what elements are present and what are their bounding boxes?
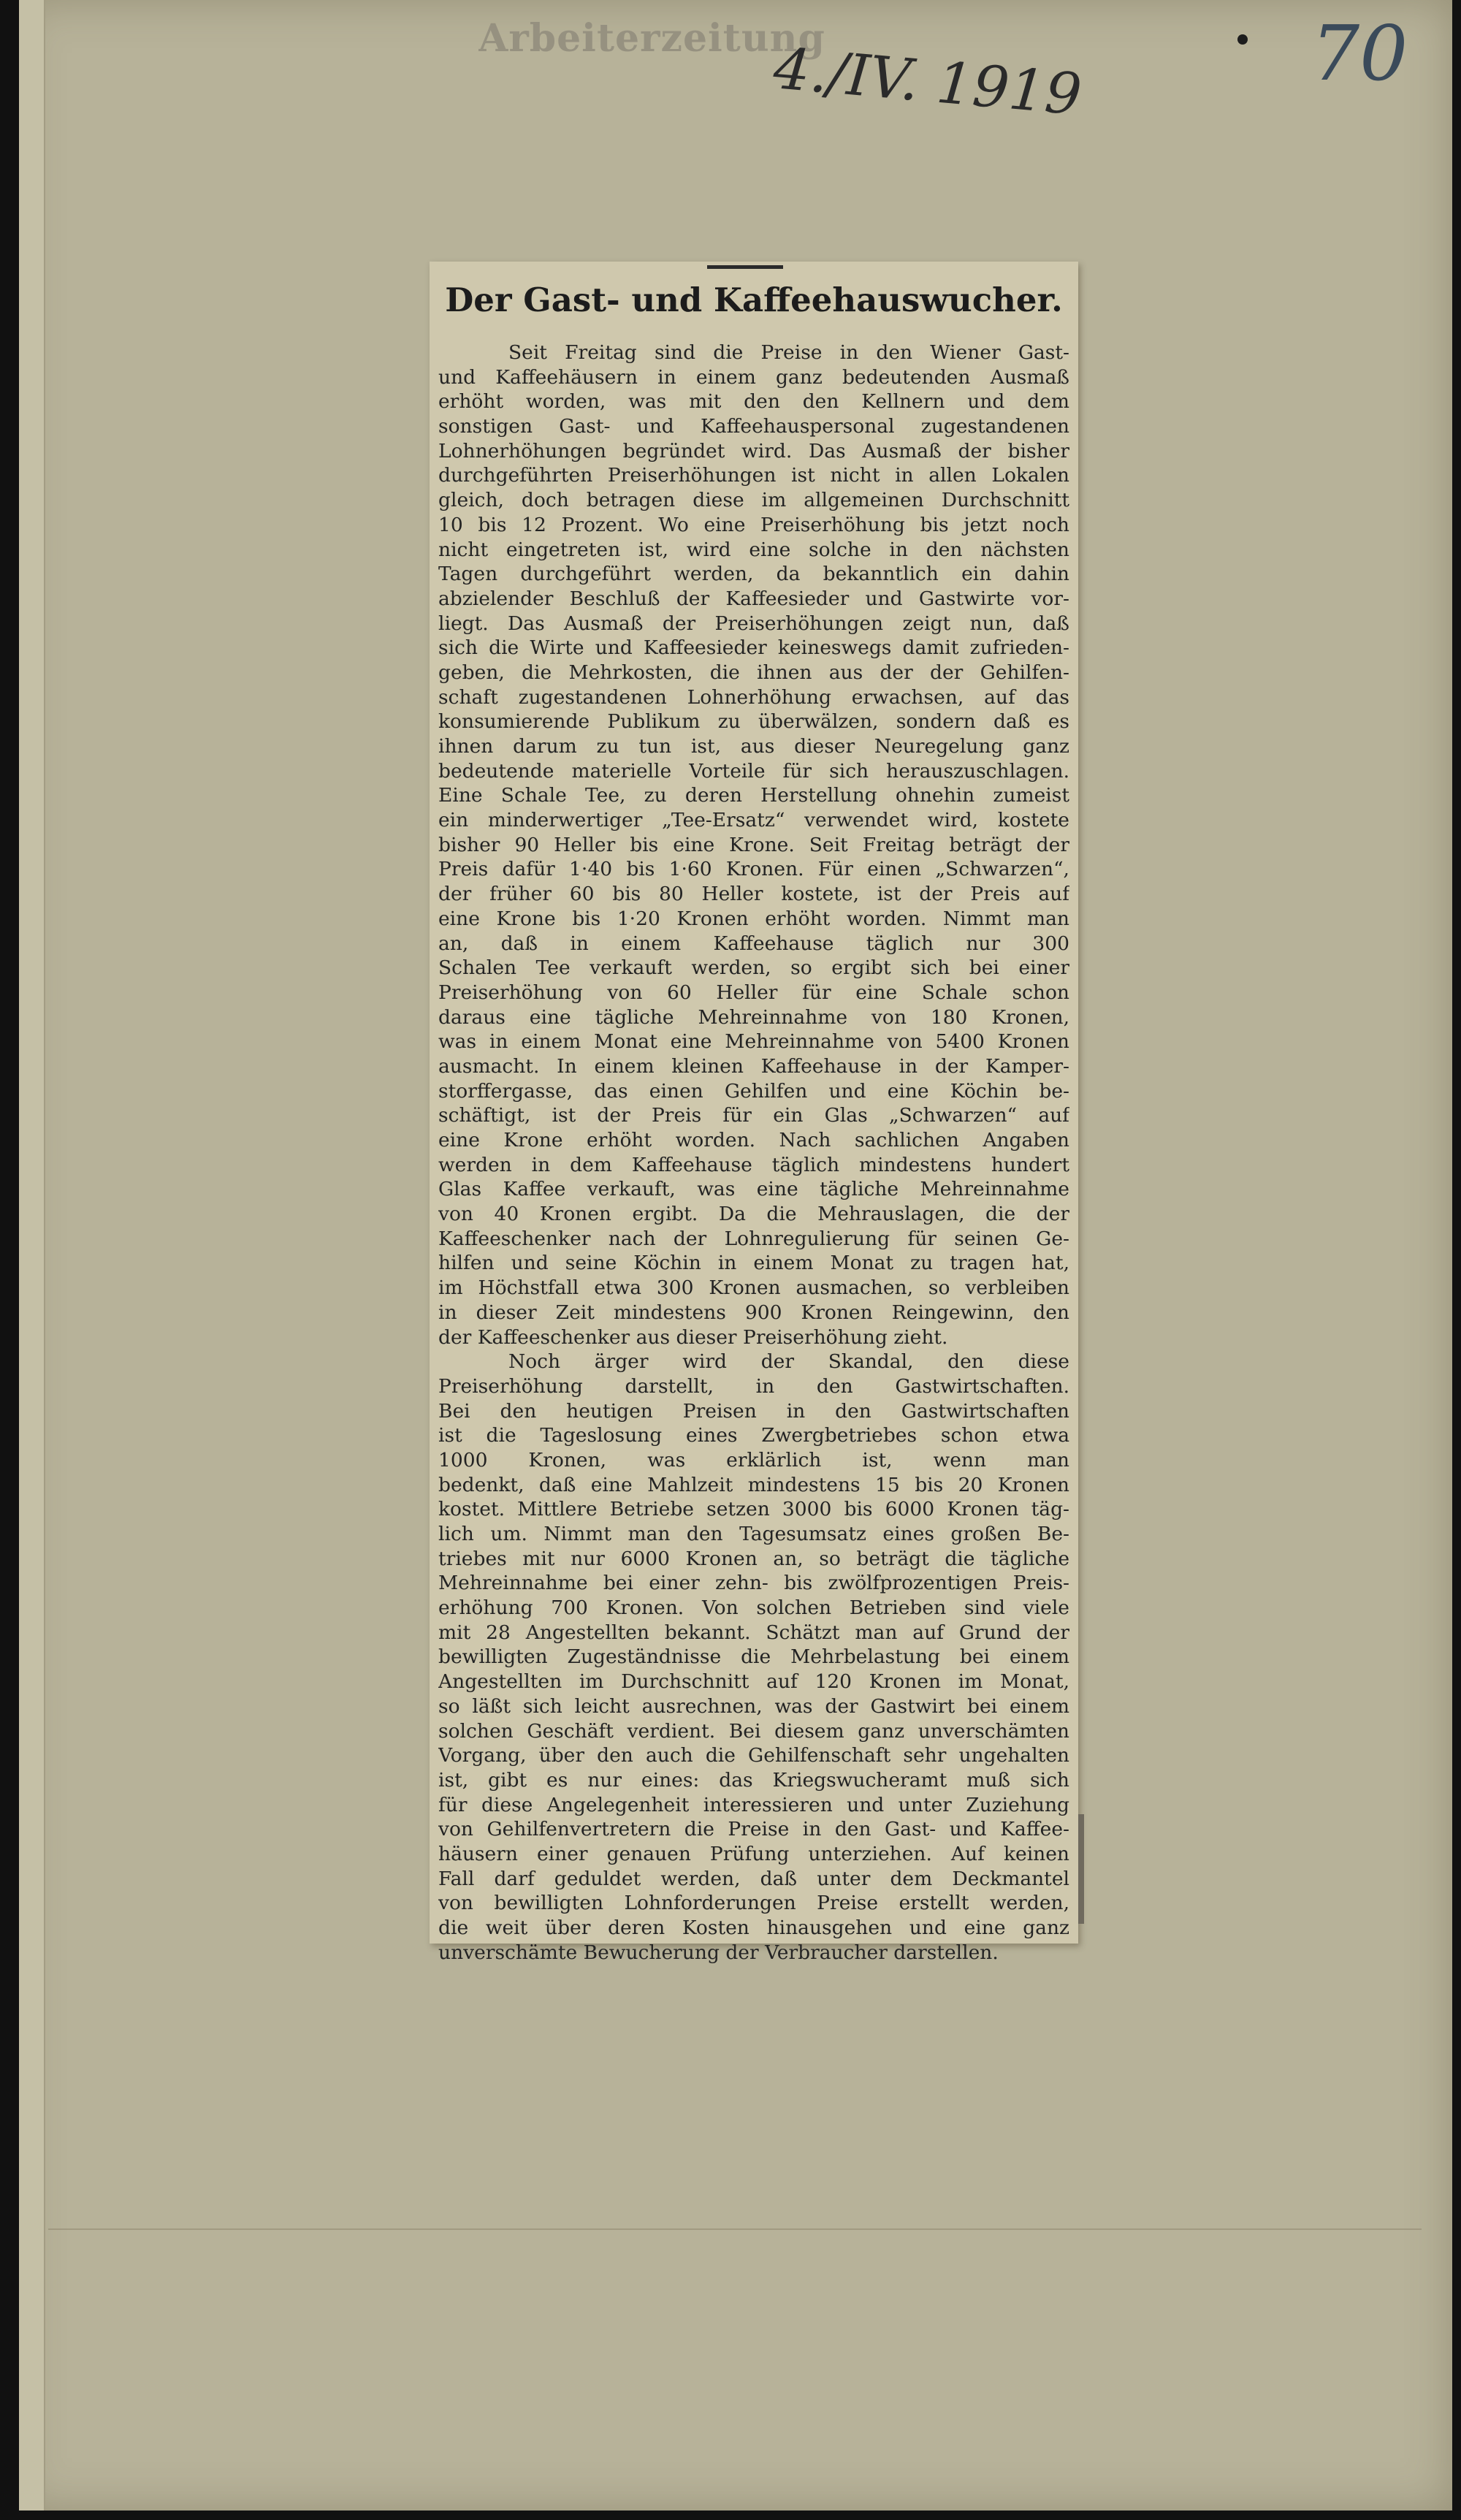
article-line: Kaffeeschenker nach der Lohnregulierung für seinen Ge-: [438, 1227, 1069, 1250]
article-line: geben, die Mehrkosten, die ihnen aus der der Gehilfen-: [438, 661, 1069, 684]
newspaper-stamp: Arbeiterzeitung: [478, 16, 825, 61]
article-line: der Kaffeeschenker aus dieser Preiserhöhung zieht.: [438, 1325, 948, 1349]
article-line: für diese Angelegenheit interessieren und unter Zuziehung: [438, 1793, 1069, 1816]
article-line: die weit über deren Kosten hinausgehen und eine ganz: [438, 1916, 1069, 1939]
archive-number: 70: [1311, 9, 1408, 98]
article-line: Angestellten im Durchschnitt auf 120 Kronen im Monat,: [438, 1670, 1069, 1694]
article-line: ist, gibt es nur eines: das Kriegswucheramt muß sich: [438, 1768, 1069, 1792]
article-line: ausmacht. In einem kleinen Kaffeehause in der Kamper-: [438, 1054, 1069, 1078]
article-line: von 40 Kronen ergibt. Da die Mehrauslagen, die der: [438, 1203, 1069, 1226]
article-line: konsumierende Publikum zu überwälzen, sondern daß es: [438, 710, 1069, 734]
article-line: bedenkt, daß eine Mahlzeit mindestens 15 bis 20 Kronen: [438, 1473, 1069, 1496]
article-line: häusern einer genauen Prüfung unterziehen. Auf keinen: [438, 1842, 1069, 1865]
article-headline: Der Gast- und Kaffeehauswucher.: [445, 281, 1063, 319]
article-line: Tagen durchgeführt werden, da bekanntlich ein dahin: [438, 563, 1069, 586]
article-line: ein minderwertiger „Tee-Ersatz“ verwendet wird, kostete: [438, 809, 1069, 832]
article-line: daraus eine tägliche Mehreinnahme von 180 Kronen,: [438, 1005, 1069, 1029]
article-line: von Gehilfenvertretern die Preise in den Gast- und Kaffee-: [438, 1818, 1069, 1841]
article-line: Bei den heutigen Preisen in den Gastwirtschaften: [438, 1399, 1069, 1423]
article-line: durchgeführten Preiserhöhungen ist nicht in allen Lokalen: [438, 464, 1069, 487]
article-line: Lohnerhöhungen begründet wird. Das Ausmaß der bisher: [438, 439, 1069, 462]
article-line: triebes mit nur 6000 Kronen an, so beträgt die tägliche: [438, 1547, 1069, 1570]
article-line: Fall darf geduldet werden, daß unter dem Deckmantel: [438, 1867, 1069, 1890]
headline-rule: [707, 265, 783, 269]
article-line: was in einem Monat eine Mehreinnahme von 5400 Kronen: [438, 1030, 1069, 1054]
article-line: erhöhung 700 Kronen. Von solchen Betrieben sind viele: [438, 1596, 1069, 1620]
article-line: eine Krone erhöht worden. Nach sachlichen Angaben: [438, 1129, 1069, 1151]
article-line: ihnen darum zu tun ist, aus dieser Neuregelung ganz: [438, 735, 1069, 758]
article-line: kostet. Mittlere Betriebe setzen 3000 bis 6000 Kronen täg-: [438, 1498, 1069, 1521]
article-line: 10 bis 12 Prozent. Wo eine Preiserhöhung bis jetzt noch: [438, 513, 1069, 536]
article-line: Preis dafür 1·40 bis 1·60 Kronen. Für einen „Schwarzen“,: [438, 858, 1069, 881]
handwritten-date: 4./IV. 1919: [771, 36, 1085, 129]
article-line: nicht eingetreten ist, wird eine solche in den nächsten: [438, 538, 1069, 561]
article-line: hilfen und seine Köchin in einem Monat zu tragen hat,: [438, 1252, 1069, 1275]
article-line: in dieser Zeit mindestens 900 Kronen Reingewinn, den: [438, 1301, 1069, 1324]
article-line: Preiserhöhung darstellt, in den Gastwirtschaften.: [438, 1374, 1069, 1398]
article-line: liegt. Das Ausmaß der Preiserhöhungen zeigt nun, daß: [438, 612, 1069, 635]
article-body: [438, 340, 1069, 1964]
article-line: und Kaffeehäusern in einem ganz bedeutenden Ausmaß: [438, 365, 1069, 389]
article-line: so läßt sich leicht ausrechnen, was der Gastwirt bei einem: [438, 1694, 1069, 1718]
article-line: bewilligten Zugeständnisse die Mehrbelastung bei einem: [438, 1645, 1069, 1669]
sheet-left-edge: [19, 0, 45, 2511]
article-line: sich die Wirte und Kaffeesieder keineswegs damit zufrieden-: [438, 636, 1069, 660]
article-line: lich um. Nimmt man den Tagesumsatz eines großen Be-: [438, 1523, 1069, 1545]
article-line: schäftigt, ist der Preis für ein Glas „Schwarzen“ auf: [438, 1104, 1069, 1127]
article-line: bisher 90 Heller bis eine Krone. Seit Freitag beträgt der: [438, 833, 1069, 856]
article-line: Mehreinnahme bei einer zehn- bis zwölfprozentigen Preis-: [438, 1572, 1069, 1595]
article-line: von bewilligten Lohnforderungen Preise erstellt werden,: [438, 1892, 1069, 1915]
article-line: Seit Freitag sind die Preise in den Wiener Gast-: [508, 341, 1069, 364]
article-line: im Höchstfall etwa 300 Kronen ausmachen, so verbleiben: [438, 1276, 1069, 1300]
article-line: storffergasse, das einen Gehilfen und eine Köchin be-: [438, 1079, 1069, 1103]
article-line: 1000 Kronen, was erklärlich ist, wenn man: [438, 1448, 1069, 1472]
clipping-shadow: [1078, 1814, 1084, 1924]
article-line: Vorgang, über den auch die Gehilfenschaft sehr ungehalten: [438, 1744, 1069, 1767]
article-line: Glas Kaffee verkauft, was eine tägliche Mehreinnahme: [438, 1178, 1069, 1201]
article-line: Schalen Tee verkauft werden, so ergibt sich bei einer: [438, 956, 1069, 980]
article-line: schaft zugestandenen Lohnerhöhung erwachsen, auf das: [438, 685, 1069, 709]
newspaper-clipping: [430, 262, 1078, 1964]
article-line: erhöht worden, was mit den den Kellnern und dem: [438, 390, 1069, 414]
article-line: werden in dem Kaffeehause täglich mindestens hundert: [438, 1153, 1069, 1176]
article-line: sonstigen Gast- und Kaffeehauspersonal zugestandenen: [438, 415, 1069, 438]
article-line: abzielender Beschluß der Kaffeesieder und Gastwirte vor-: [438, 587, 1069, 610]
article-line: Noch ärger wird der Skandal, den diese: [508, 1350, 1069, 1374]
article-line: bedeutende materielle Vorteile für sich herauszuschlagen.: [438, 759, 1069, 783]
punch-hole: [1237, 34, 1248, 45]
article-line: an, daß in einem Kaffeehause täglich nur 300: [438, 932, 1069, 955]
paper-fold: [48, 2228, 1422, 2230]
article-line: gleich, doch betragen diese im allgemeinen Durchschnitt: [438, 489, 1069, 512]
article-line: mit 28 Angestellten bekannt. Schätzt man auf Grund der: [438, 1621, 1069, 1644]
article-line: eine Krone bis 1·20 Kronen erhöht worden. Nimmt man: [438, 907, 1069, 930]
article-line: solchen Geschäft verdient. Bei diesem ganz unverschämten: [438, 1719, 1069, 1743]
article-line: Eine Schale Tee, zu deren Herstellung ohnehin zumeist: [438, 784, 1069, 807]
article-line: unverschämte Bewucherung der Verbraucher darstellen.: [438, 1941, 999, 1964]
article-line: ist die Tageslosung eines Zwergbetriebes schon etwa: [438, 1424, 1069, 1447]
article-line: der früher 60 bis 80 Heller kostete, ist der Preis auf: [438, 883, 1069, 906]
article-line: Preiserhöhung von 60 Heller für eine Schale schon: [438, 981, 1069, 1004]
